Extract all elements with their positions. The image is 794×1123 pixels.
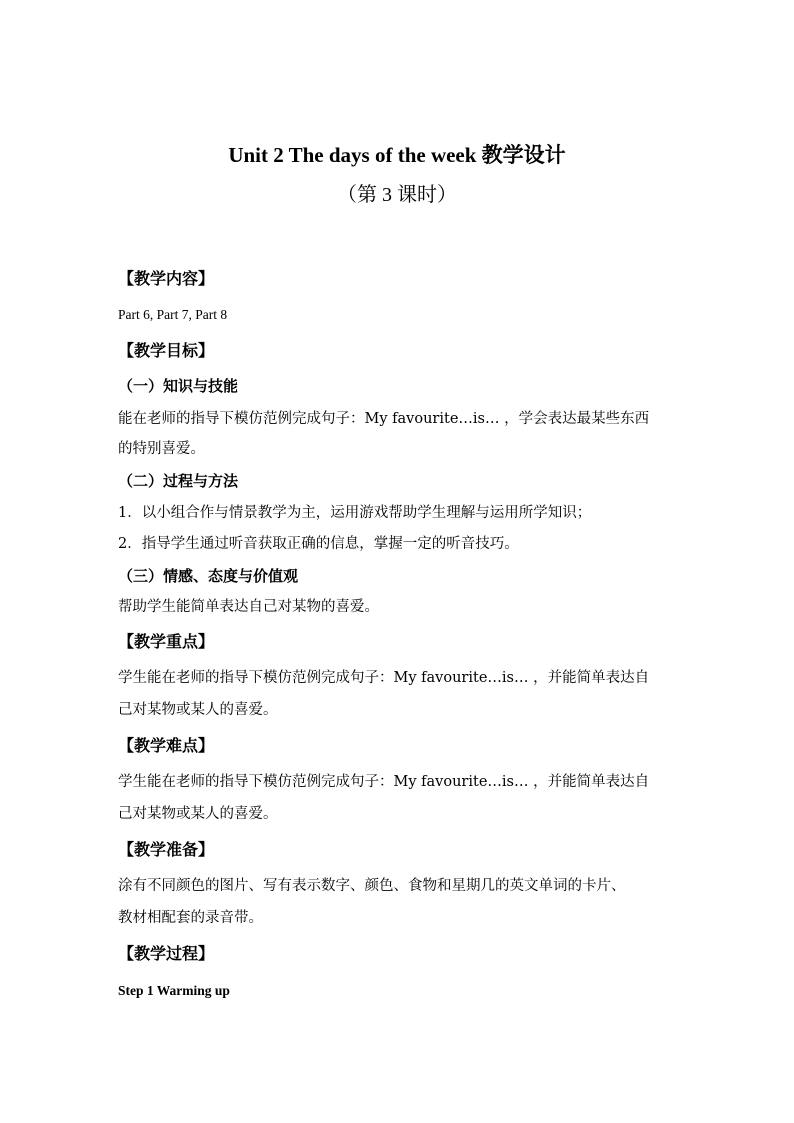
document-title: Unit 2 The days of the week 教学设计: [228, 143, 566, 167]
knowledge-skills-line-1: 能在老师的指导下模仿范例完成句子：My favourite…is… ，学会表达最某些东西: [118, 411, 650, 427]
knowledge-skills-line-2: 的特别喜爱。: [118, 441, 205, 457]
knowledge-skills-heading: （一）知识与技能: [118, 377, 239, 395]
process-methods-item-2: 2．指导学生通过听音获取正确的信息，掌握一定的听音技巧。: [118, 536, 519, 552]
process-heading: 【教学过程】: [118, 944, 215, 963]
content-heading: 【教学内容】: [118, 269, 215, 288]
objectives-heading: 【教学目标】: [118, 341, 215, 360]
difficulties-line-2: 己对某物或某人的喜爱。: [118, 806, 278, 822]
attitude-values-heading: （三）情感、态度与价值观: [118, 567, 299, 585]
difficulties-line-1: 学生能在老师的指导下模仿范例完成句子：My favourite…is… ，并能简单表达自: [118, 774, 650, 790]
preparation-line-2: 教材相配套的录音带。: [118, 910, 263, 926]
attitude-values-line-1: 帮助学生能简单表达自己对某物的喜爱。: [118, 599, 379, 615]
key-points-line-1: 学生能在老师的指导下模仿范例完成句子：My favourite…is… ，并能简单表达自: [118, 670, 650, 686]
process-methods-item-1: 1．以小组合作与情景教学为主，运用游戏帮助学生理解与运用所学知识；: [118, 505, 592, 521]
key-points-heading: 【教学重点】: [118, 632, 215, 651]
key-points-line-2: 己对某物或某人的喜爱。: [118, 702, 278, 718]
content-text: Part 6, Part 7, Part 8: [118, 307, 228, 322]
process-methods-heading: （二）过程与方法: [118, 472, 239, 490]
preparation-heading: 【教学准备】: [118, 840, 215, 859]
step-1-heading: Step 1 Warming up: [118, 983, 230, 998]
document-subtitle: （第 3 课时）: [337, 184, 457, 206]
preparation-line-1: 涂有不同颜色的图片、写有表示数字、颜色、食物和星期几的英文单词的卡片、: [118, 878, 626, 894]
difficulties-heading: 【教学难点】: [118, 736, 215, 755]
